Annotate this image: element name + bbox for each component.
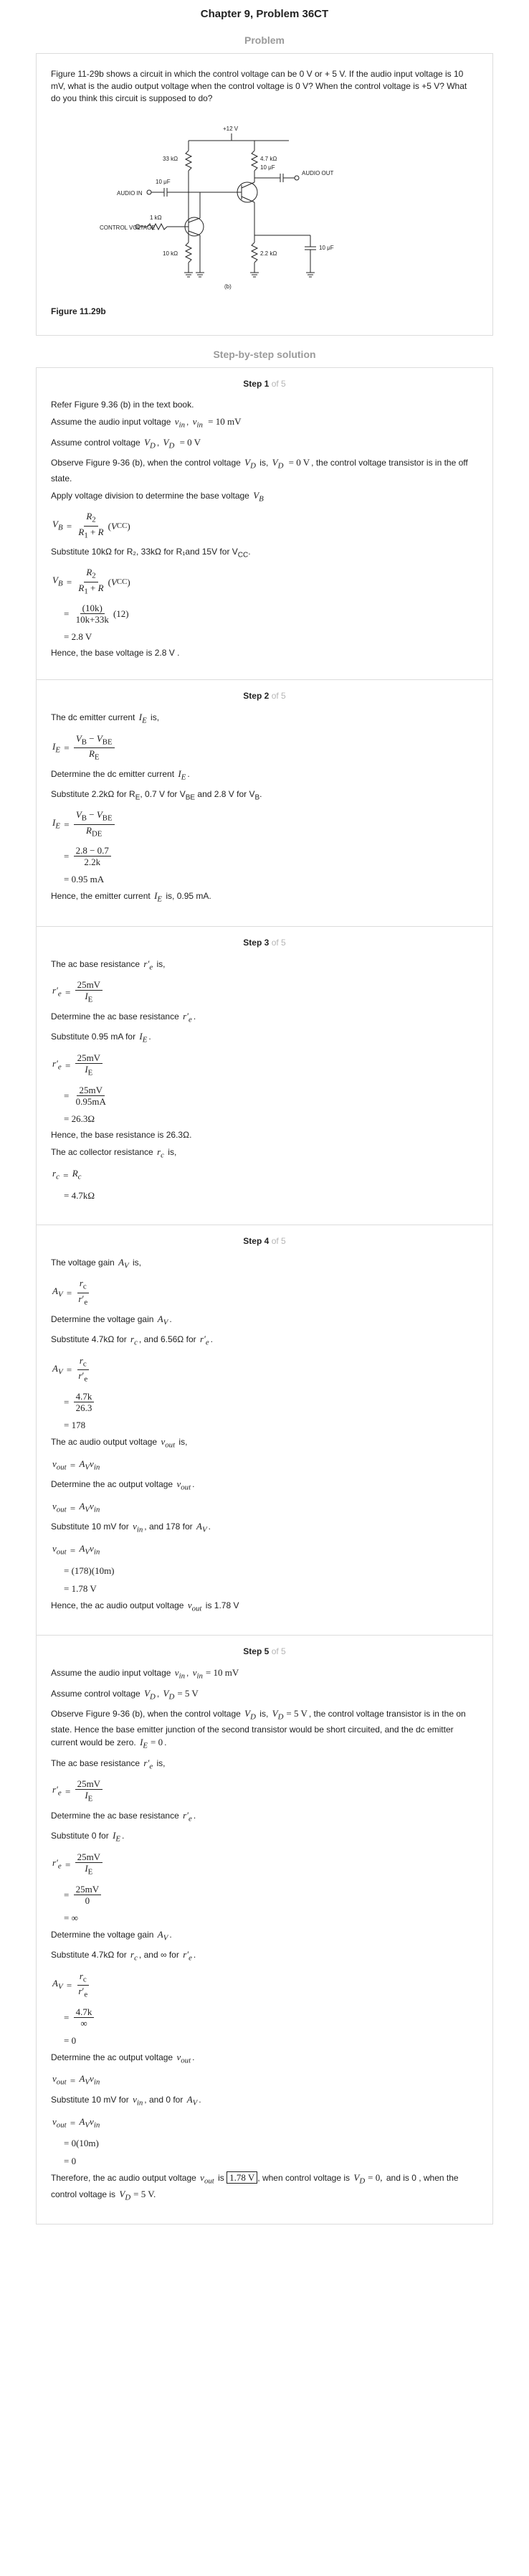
label-r1: 33 kΩ: [163, 156, 178, 162]
equation: $A_V$ = $\frac{r_c}{r'_e}$: [52, 1970, 88, 1999]
equation: = $\frac{25mV}{0}$: [64, 1884, 478, 1906]
equation: $I_E$ = $\frac{V_B - V_{BE}}{R_{DE}}$: [51, 809, 478, 839]
step-3: [37, 927, 492, 1225]
step-text: Substitute 0.95 mA for $I_E$ .: [51, 1031, 151, 1045]
step-text: Substitute 4.7kΩ for $r_c$ , and 6.56Ω for $r'_e$ .: [51, 1334, 214, 1347]
equation: = $\frac{4.7k}{\infty}$: [64, 2006, 478, 2029]
step-text: Observe Figure 9-36 (b), when the control voltage $V_D$ is, $V_D = 0$ V , the control voltage transistor is in the off state.: [51, 457, 468, 483]
equation: = 26.3Ω: [64, 1113, 95, 1124]
equation: = $\frac{25mV}{0.95mA}$: [64, 1084, 106, 1107]
equation: = $\frac{2.8 - 0.7}{2.2k}$: [64, 845, 478, 867]
equation: $r'_e$ = $\frac{25mV}{I_E}$: [51, 1851, 478, 1878]
equation: $r_c$ = $R_c$: [52, 1168, 82, 1181]
step-text: Determine the ac base resistance $r'_e$ .: [51, 1010, 196, 1024]
step-text: The dc emitter current $I_E$ is,: [51, 712, 160, 725]
label-vcc: +12 V: [223, 126, 239, 132]
circuit-figure: [95, 113, 353, 293]
circuit-diagram: [95, 113, 353, 293]
step-text: Assume the audio input voltage $v_{in}$ , $v_{in} = 10$ mV: [51, 416, 242, 430]
step-text: Assume control voltage $V_D$ , $V_D = 5$ V: [51, 1687, 199, 1702]
step-text: Assume the audio input voltage $v_{in}$ , $v_{in} = 10$ mV: [51, 1667, 239, 1681]
step-text: Determine the voltage gain $A_V$ .: [51, 1928, 172, 1943]
label-sub: (b): [224, 283, 232, 290]
step-text: Substitute 10kΩ for R₂, 33kΩ for R₁and 15V for $V_{CC}$.: [51, 546, 251, 559]
label-r5: 2.2 kΩ: [260, 250, 277, 257]
label-c1: 10 μF: [156, 179, 171, 185]
equation: = 0(10m): [64, 2138, 99, 2149]
step-result: Hence, the base voltage is 2.8 V .: [51, 648, 180, 659]
equation: $v_{out}$ = $A_Vv_{in}$: [52, 2073, 100, 2087]
step-text: Substitute 4.7kΩ for $r_c$ , and ∞ for $r'_e$ .: [51, 1949, 196, 1963]
problem-card: [36, 53, 493, 336]
figure-caption: Figure 11.29b: [51, 306, 106, 316]
step-text: Refer Figure 9.36 (b) in the text book.: [51, 400, 194, 410]
equation: $v_{out}$ = $A_Vv_{in}$: [52, 1542, 100, 1557]
equation: $A_V$ = $\frac{r_c}{r'_e}$: [52, 1354, 88, 1384]
step-text: The ac base resistance $r'_e$ is,: [51, 1757, 166, 1771]
step-text: Assume control voltage $V_D$ , $V_D = 0$ V: [51, 436, 201, 450]
equation: = 2.8 V: [64, 631, 92, 643]
step-text: Apply voltage division to determine the base voltage $V_B$: [51, 489, 264, 504]
step-text: Substitute 0 for $I_E$ .: [51, 1830, 125, 1844]
step-result: Hence, the ac audio output voltage $v_{out}$ is 1.78 V: [51, 1599, 239, 1613]
step-text: The ac base resistance $r'_e$ is,: [51, 958, 166, 972]
label-r3: 1 kΩ: [150, 214, 162, 221]
step-text: The voltage gain $A_V$ is,: [51, 1256, 141, 1270]
equation: $A_V$ = $\frac{r_c}{r'_e}$: [52, 1278, 88, 1307]
step-text: Substitute 10 mV for $v_{in}$ , and 178 for $A_V$ .: [51, 1521, 211, 1534]
step-4: [37, 1225, 492, 1636]
step-text: Determine the dc emitter current $I_E$ .: [51, 768, 190, 782]
equation: = $\frac{4.7k}{26.3}$: [64, 1391, 478, 1413]
step-text: The ac collector resistance $r_c$ is,: [51, 1146, 177, 1160]
solution-card: [36, 367, 493, 2224]
step-text: Substitute 2.2kΩ for $R_E$, 0.7 V for $V_{BE}$ and 2.8 V for $V_B$.: [51, 788, 262, 801]
step-text: The ac audio output voltage $v_{out}$ is,: [51, 1436, 188, 1450]
equation: $v_{out}$ = $A_Vv_{in}$: [52, 1500, 100, 1514]
page-title: Chapter 9, Problem 36CT: [200, 8, 329, 20]
equation: = 178: [64, 1420, 86, 1430]
label-r4: 10 kΩ: [163, 250, 178, 257]
step-2: [37, 680, 492, 927]
step-result: Hence, the base resistance is 26.3Ω.: [51, 1129, 192, 1140]
step-result: Therefore, the ac audio output voltage $v_{out}$ is 1.78 V , when control voltage is $V_D = 0$, and is 0 , when the control voltage is $V_D = 5$ V.: [51, 2172, 459, 2202]
step-text: Observe Figure 9-36 (b), when the control voltage $V_D$ is, $V_D = 5$ V , the control voltage transistor is in the on state. Hence the base emitter junction of the second transistor would be short circuited, and the dc emitter current would be zero. $I_E = 0$ .: [51, 1708, 466, 1750]
label-c3: 10 μF: [319, 245, 334, 251]
problem-heading: Problem: [244, 34, 285, 46]
problem-text: Figure 11-29b shows a circuit in which the control voltage can be 0 V or + 5 V. If the audio input voltage is 10 mV, what is the audio output voltage when the control voltage is 0 V? When the control voltage is +5 V? What do you think this circuit is supposed to do?: [51, 69, 467, 103]
step-text: Determine the ac base resistance $r'_e$ .: [51, 1809, 196, 1824]
label-audio-out: AUDIO OUT: [302, 170, 334, 176]
step-result: Hence, the emitter current $I_E$ is, 0.95 mA.: [51, 890, 211, 904]
step-1: [37, 368, 492, 680]
equation: = 0.95 mA: [64, 874, 105, 885]
label-audio-in: AUDIO IN: [117, 190, 143, 197]
step-text: Substitute 10 mV for $v_{in}$ , and 0 for $A_V$ .: [51, 2094, 201, 2108]
equation: = 0: [64, 2034, 77, 2046]
equation: = (178)(10m): [64, 1565, 115, 1576]
equation: $r'_e$ = $\frac{25mV}{I_E}$: [51, 1052, 478, 1079]
equation: $v_{out}$ = $A_Vv_{in}$: [52, 2115, 100, 2130]
equation: $V_B$ = $\frac{R_2}{R_1 + R}$ ( V CC ): [52, 566, 130, 596]
equation: $r'_e$ = $\frac{25mV}{I_E}$: [51, 1778, 478, 1805]
label-r2: 4.7 kΩ: [260, 156, 277, 162]
equation: = ∞: [64, 1912, 78, 1923]
equation: = 4.7kΩ: [64, 1189, 95, 1201]
solution-heading: Step-by-step solution: [213, 349, 316, 360]
step-header: Step 4 of 5: [243, 1235, 286, 1246]
step-5: [37, 1636, 492, 2224]
equation: = $\frac{(10k)}{10k+33k}$ (12): [64, 603, 129, 626]
step-text: Determine the ac output voltage $v_{out}$ .: [51, 2051, 195, 2065]
step-header: Step 1 of 5: [243, 379, 286, 389]
step-text: Determine the ac output voltage $v_{out}$ .: [51, 1478, 195, 1492]
equation: = 0: [64, 2156, 77, 2167]
step-header: Step 5 of 5: [243, 1646, 286, 1657]
label-c2: 10 μF: [260, 164, 275, 171]
equation: = 1.78 V: [64, 1582, 97, 1594]
step-header: Step 2 of 5: [243, 691, 286, 702]
step-text: Determine the voltage gain $A_V$ .: [51, 1313, 172, 1327]
label-control: CONTROL VOLTAGE: [100, 225, 156, 231]
equation: $v_{out}$ = $A_Vv_{in}$: [52, 1458, 100, 1472]
equation: $r'_e$ = $\frac{25mV}{I_E}$: [51, 979, 478, 1006]
equation: $V_B$ = $\frac{R_2}{R_1 + R}$ ( V CC ): [52, 511, 130, 540]
equation: $I_E$ = $\frac{V_B - V_{BE}}{R_E}$: [51, 733, 478, 763]
step-header: Step 3 of 5: [243, 937, 286, 948]
